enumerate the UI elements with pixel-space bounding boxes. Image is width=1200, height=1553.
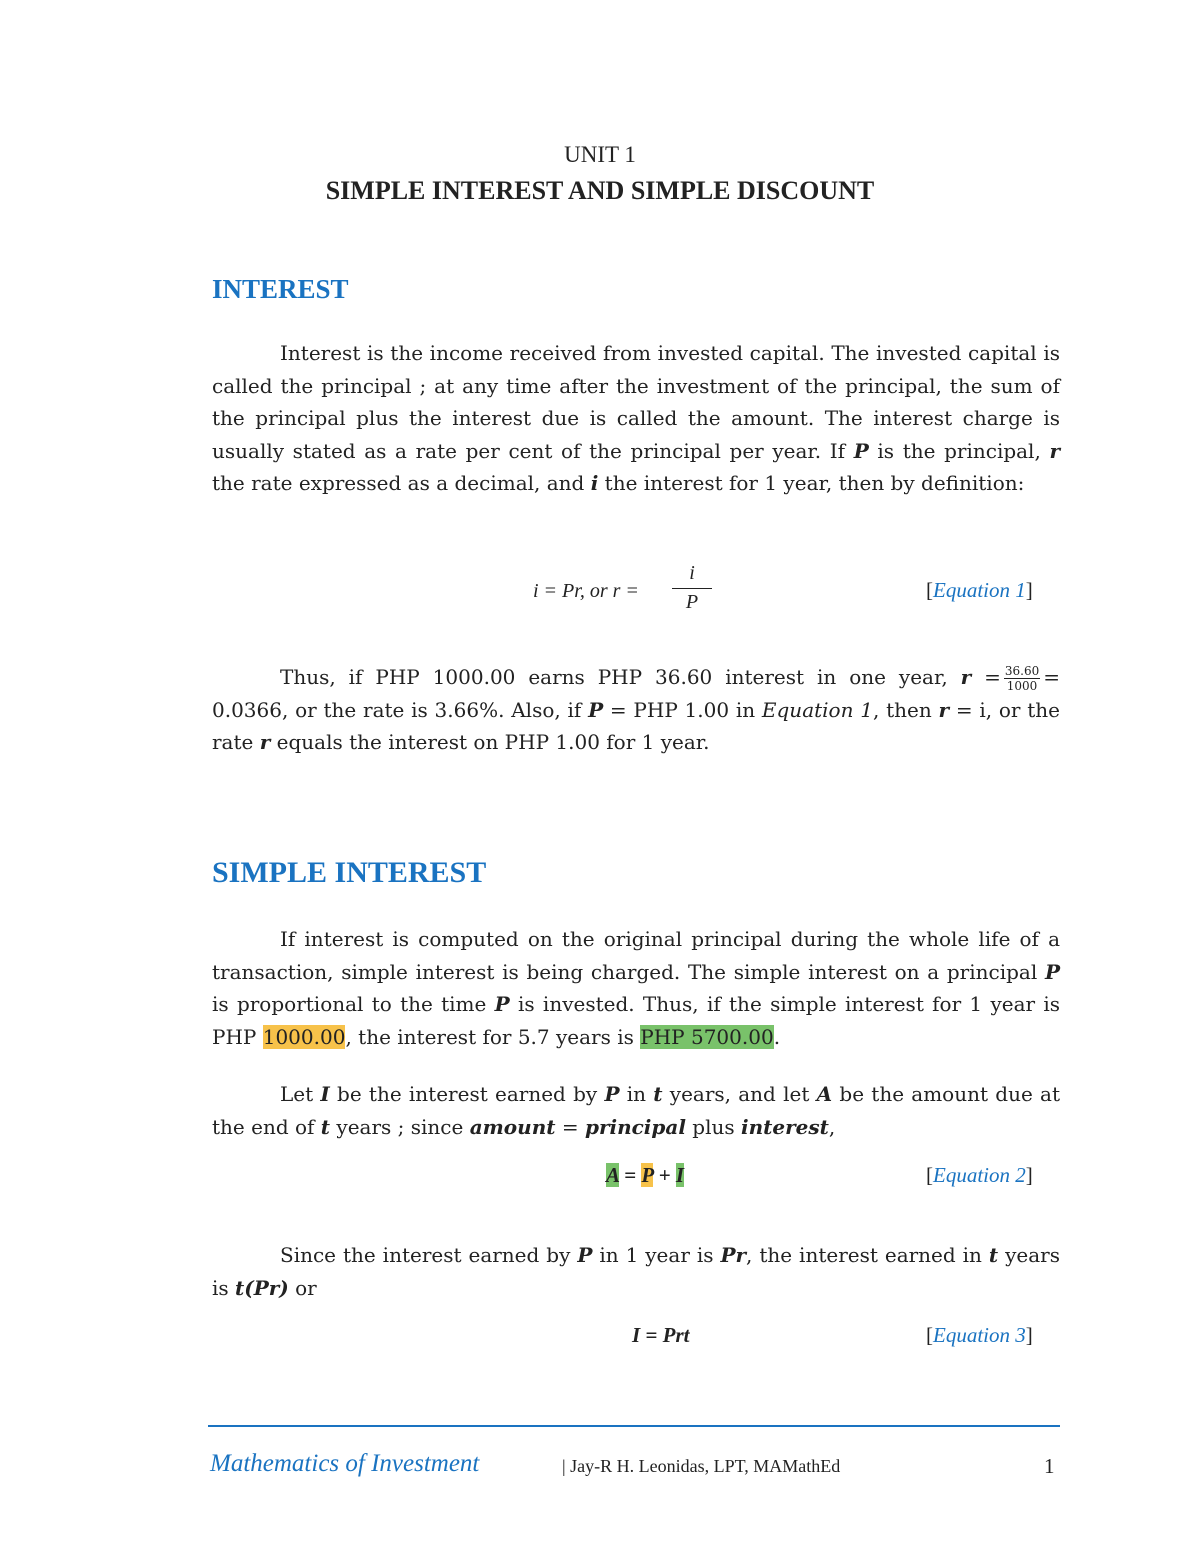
paragraph-interest-definition: Interest is the income received from invested capital. The invested capital is called the principal ; at any time after the investment of the principal, the sum of the principal plus the interest due is called the amount. The interest charge is usually stated as a rate per cent of the principal per year. If P is the principal, r the rate expressed as a decimal, and i the interest for 1 year, then by definition: [212,341,1060,495]
footer-divider [208,1425,1060,1427]
paragraph-amount-definition: Let I be the interest earned by P in t years, and let A be the amount due at the end of t years ; since amount = principal plus interest, [212,1082,1060,1139]
section-heading-interest: INTEREST [212,274,349,304]
equation-3: I = Prt [632,1323,690,1347]
section-heading-simple-interest: SIMPLE INTEREST [212,856,487,889]
highlight-principal-value: 1000.00 [262,1024,346,1049]
paragraph-simple-interest: If interest is computed on the original principal during the whole life of a transaction, simple interest is being charged. The simple interest on a principal P is proportional to the time P is invested. Thus, if the simple interest for 1 year is PHP 1000.00, the interest for 5.7 years is PHP 5700.00. [212,927,1061,1049]
equation-1: i = Pr, or r = [533,580,639,602]
example-fraction: $\frac{36.60}{1000}$ [1004,664,1040,693]
equation-1-fraction: i P [672,562,712,614]
highlight-interest-value: PHP 5700.00 [640,1024,774,1049]
paragraph-interest-example: Thus, if PHP 1000.00 earns PHP 36.60 interest in one year, r = $\frac{36.60}{1000}$ = 0.0366, or the rate is 3.66%. Also, if P = PHP 1.00 in Equation 1, then r = i, or the rate r equals the interest on PHP 1.00 for 1 year. [212,664,1061,754]
footer-author: | Jay-R H. Leonidas, LPT, MAMathEd [562,1456,841,1476]
page-title: SIMPLE INTEREST AND SIMPLE DISCOUNT [325,176,875,205]
equation-1-label: [Equation 1] [926,578,1033,602]
paragraph-interest-over-time: Since the interest earned by P in 1 year is Pr, the interest earned in t years is t(Pr) or [212,1243,1060,1300]
equation-3-label: [Equation 3] [926,1323,1033,1347]
unit-label: UNIT 1 [564,142,636,167]
equation-2: A = P + I [606,1163,685,1187]
page-number: 1 [1044,1454,1055,1478]
equation-2-label: [Equation 2] [926,1163,1033,1187]
footer-book-title: Mathematics of Investment [210,1450,480,1477]
